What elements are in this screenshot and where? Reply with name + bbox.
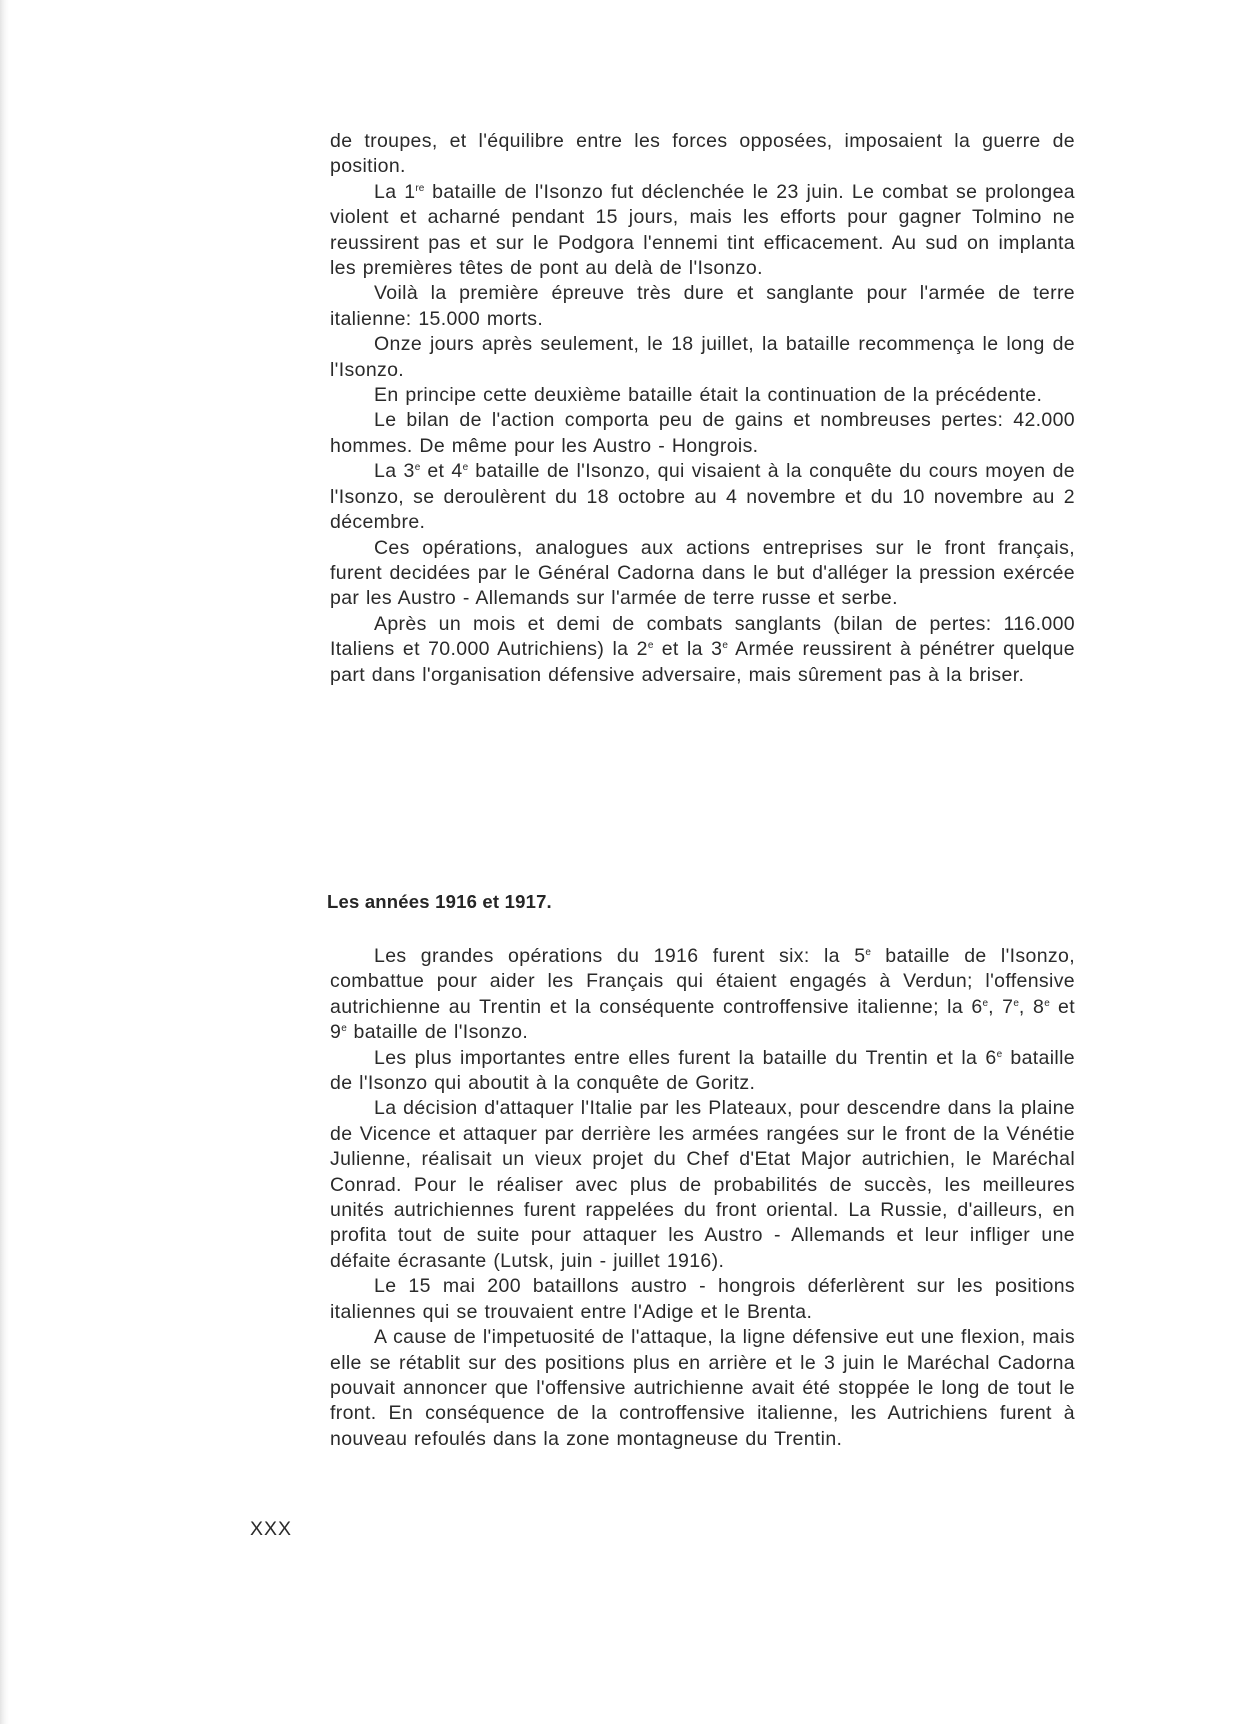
- paragraph: En principe cette deuxième bataille était la continuation de la précédente.: [374, 384, 1043, 407]
- paragraph: [330, 1046, 1075, 1097]
- paragraph-text: Armée reussirent à pénétrer quelque part dans l'organisation défensive adversaire, mais sûrement pas à la briser.: [330, 638, 1075, 686]
- paragraph-text: bataille de l'Isonzo.: [346, 1021, 529, 1044]
- paragraph-text: Les plus importantes entre elles furent la bataille du Trentin et la 6: [374, 1046, 997, 1069]
- paragraph: Ces opérations, analogues aux actions entreprises sur le front français, furent decidées par le Général Cadorna dans le but d'alléger la pression exércée par les Austro - Allemands sur l'armée de terre russe et serbe.: [330, 536, 1075, 610]
- paragraph-text: bataille de l'Isonzo qui aboutit à la conquête de Goritz.: [330, 1046, 1075, 1095]
- page-edge-shadow: [0, 0, 9, 1724]
- ordinal-superscript: e: [462, 462, 469, 474]
- ordinal-superscript: e: [722, 640, 728, 652]
- paragraph: Voilà la première épreuve très dure et sanglante pour l'armée de terre italienne: 15.000 morts.: [330, 282, 1075, 330]
- paragraph-text: et 4: [420, 460, 463, 483]
- section-heading: Les années 1916 et 1917.: [327, 891, 552, 912]
- paragraph: A cause de l'impetuosité de l'attaque, la ligne défensive eut une flexion, mais elle se rétablit sur des positions plus en arrière et le 3 juin le Maréchal Cadorna pouvait annoncer que l'offensive autrichienne avait été stoppée le long de tout le front. En conséquence de la controffensive italienne, les Autrichiens furent à nouveau refoulés dans la zone montagneuse du Trentin.: [330, 1326, 1075, 1450]
- ordinal-superscript: e: [414, 462, 421, 474]
- paragraph-text: et 9: [330, 995, 1076, 1044]
- body-text-section-two: [330, 944, 1075, 1452]
- paragraph: La décision d'attaquer l'Italie par les Plateaux, pour descendre dans la plaine de Vicence et attaquer par derrière les armées rangées sur le front de la Vénétie Julienne, réalisait un vieux projet du Chef d'Etat Major autrichien, le Maréchal Conrad. Pour le réaliser avec plus de probabilités de succès, les meilleures unités autrichiennes furent rappelées du front oriental. La Russie, d'ailleurs, en profita tout de suite pour attaquer les Austro - Allemands et leur infliger une défaite écrasante (Lutsk, juin - juillet 1916).: [330, 1097, 1075, 1272]
- paragraph: Le bilan de l'action comporta peu de gains et nombreuses pertes: 42.000 hommes. De même pour les Austro - Hongrois.: [330, 409, 1075, 457]
- ordinal-superscript: e: [341, 1023, 347, 1035]
- paragraph-text: Après un mois et demi de combats sanglants (bilan de pertes: 116.000 Italiens et 70.000 Autrichiens) la 2: [330, 612, 1075, 661]
- paragraph-text: , 8: [1018, 995, 1045, 1018]
- paragraph-text: et la 3: [653, 638, 723, 661]
- paragraph: [330, 180, 1075, 282]
- ordinal-superscript: re: [415, 182, 425, 194]
- paragraph: [330, 459, 1075, 535]
- body-text-section-one: [330, 129, 1075, 688]
- paragraph: de troupes, et l'équilibre entre les forces opposées, imposaient la guerre de position.: [330, 130, 1075, 178]
- paragraph-text: bataille de l'Isonzo, combattue pour aider les Français qui étaient engagés à Verdun; l'offensive autrichienne au Trentin et la conséquente controffensive italienne; la 6: [330, 945, 1075, 1018]
- ordinal-superscript: e: [1044, 997, 1050, 1009]
- ordinal-superscript: e: [647, 640, 654, 652]
- paragraph: [330, 944, 1075, 1046]
- ordinal-superscript: e: [1013, 997, 1019, 1009]
- paragraph-text: La 1: [374, 180, 416, 203]
- paragraph-text: Les grandes opérations du 1916 furent six: la 5: [374, 945, 866, 967]
- paragraph: Onze jours après seulement, le 18 juillet, la bataille recommença le long de l'Isonzo.: [330, 333, 1075, 381]
- paragraph: [330, 612, 1075, 688]
- paragraph-text: La 3: [374, 460, 415, 483]
- page-number: XXX: [250, 1518, 293, 1540]
- paragraph: Le 15 mai 200 bataillons austro - hongrois déferlèrent sur les positions italiennes qui se trouvaient entre l'Adige et le Brenta.: [330, 1275, 1075, 1323]
- ordinal-superscript: e: [865, 947, 871, 958]
- paragraph-text: bataille de l'Isonzo, qui visaient à la conquête du cours moyen de l'Isonzo, se deroulèrent du 18 octobre au 4 novembre et du 10 novembre au 2 décembre.: [330, 460, 1075, 534]
- paragraph-text: , 7: [988, 995, 1014, 1018]
- ordinal-superscript: e: [982, 997, 989, 1009]
- paragraph-text: bataille de l'Isonzo fut déclenchée le 23 juin. Le combat se prolongea violent et acharné pendant 15 jours, mais les efforts pour gagner Tolmino ne reussirent pas et sur le Podgora l'ennemi tint efficacement. Au sud on implanta les premières têtes de pont au delà de l'Isonzo.: [330, 180, 1075, 280]
- ordinal-superscript: e: [996, 1048, 1003, 1060]
